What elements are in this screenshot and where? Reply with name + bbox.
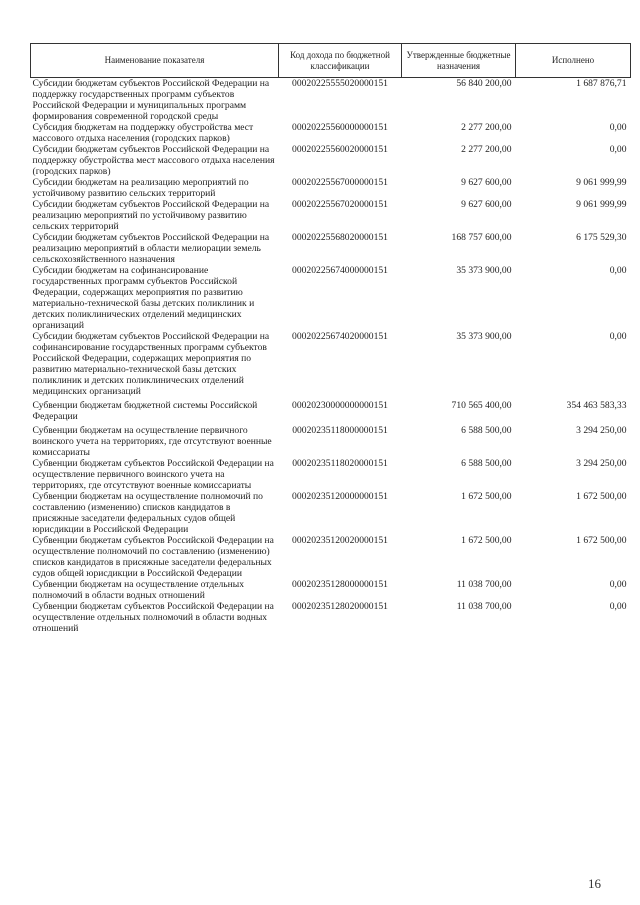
row-approved: 56 840 200,00	[456, 78, 512, 89]
row-approved: 2 277 200,00	[461, 144, 512, 155]
row-approved: 1 672 500,00	[461, 535, 512, 546]
row-name: Субсидии бюджетам субъектов Российской Федерации на софинансирование государственных программ субъектов Российской Федерации, содержащих мероприятия по развитию материально-технической базы детских поликлиник и детских поликлинических отделений медицинских организаций	[32, 331, 270, 397]
row-approved: 6 588 500,00	[461, 425, 512, 436]
row-executed: 1 672 500,00	[576, 535, 627, 546]
header-code: Код дохода по бюджетной классификации	[279, 44, 402, 78]
row-name: Субвенции бюджетам субъектов Российской Федерации на осуществление полномочий по составлению (изменению) списков кандидатов в присяжные заседатели федеральных судов общей юрисдикции в Российской Федерации	[32, 535, 274, 579]
row-approved: 9 627 600,00	[461, 199, 512, 210]
row-approved: 2 277 200,00	[461, 122, 512, 133]
row-approved: 9 627 600,00	[461, 177, 512, 188]
row-approved: 6 588 500,00	[461, 458, 512, 469]
header-executed: Исполнено	[516, 44, 631, 78]
row-executed: 6 175 529,30	[576, 232, 627, 243]
table-row	[31, 144, 631, 177]
table-row	[31, 491, 631, 535]
header-approved: Утвержденные бюджетные назначения	[402, 44, 516, 78]
row-executed: 0,00	[609, 601, 627, 612]
row-executed: 0,00	[609, 331, 627, 342]
row-executed: 0,00	[609, 144, 627, 155]
table-row	[31, 535, 631, 579]
row-executed: 3 294 250,00	[576, 425, 627, 436]
table-body	[31, 78, 631, 635]
row-code: 00020225567000000151	[292, 177, 388, 188]
row-name: Субсидии бюджетам на софинансирование государственных программ субъектов Российской Федерации, содержащих мероприятия по развитию материально-технической базы детских поликлиник и детских поликлинических отделений медицинских организаций	[32, 265, 255, 331]
table-row	[31, 400, 631, 425]
row-code: 00020225567020000151	[292, 199, 388, 210]
row-code: 00020235118020000151	[292, 458, 388, 469]
row-name: Субсидии бюджетам субъектов Российской Федерации на поддержку обустройства мест массового отдыха населения (городских парков)	[32, 144, 275, 177]
row-code: 00020225674020000151	[292, 331, 388, 342]
table-row	[31, 122, 631, 144]
row-code: 00020225568020000151	[292, 232, 388, 243]
table-row	[31, 78, 631, 123]
row-approved: 710 565 400,00	[451, 400, 512, 411]
row-code: 00020225555020000151	[292, 78, 388, 89]
row-executed: 0,00	[609, 579, 627, 590]
header-name: Наименование показателя	[31, 44, 279, 78]
row-code: 00020225674000000151	[292, 265, 388, 276]
row-code: 00020225560000000151	[292, 122, 388, 133]
row-code: 00020235118000000151	[292, 425, 388, 436]
table-row	[31, 199, 631, 232]
table-row	[31, 177, 631, 199]
row-name: Субвенции бюджетам субъектов Российской Федерации на осуществление отдельных полномочий в области водных отношений	[32, 601, 274, 634]
row-executed: 9 061 999,99	[576, 177, 627, 188]
header-row	[31, 44, 631, 78]
row-code: 00020235120000000151	[292, 491, 388, 502]
row-code: 00020235120020000151	[292, 535, 388, 546]
table-row	[31, 331, 631, 400]
row-code: 00020230000000000151	[292, 400, 388, 411]
table-header	[31, 44, 631, 78]
row-name: Субвенции бюджетам на осуществление отдельных полномочий в области водных отношений	[32, 579, 244, 601]
row-approved: 35 373 900,00	[456, 265, 512, 276]
table-row	[31, 458, 631, 491]
row-executed: 1 687 876,71	[576, 78, 627, 89]
row-name: Субвенции бюджетам субъектов Российской Федерации на осуществление первичного воинского учета на территориях, где отсутствуют военные комиссариаты	[32, 458, 274, 491]
row-executed: 354 463 583,33	[566, 400, 627, 411]
budget-table	[30, 43, 631, 634]
table-row	[31, 232, 631, 265]
page-number: 16	[588, 876, 601, 891]
row-name: Субвенции бюджетам на осуществление первичного воинского учета на территориях, где отсутствуют военные комиссариаты	[32, 425, 272, 458]
table-row	[31, 601, 631, 634]
row-name: Субсидии бюджетам субъектов Российской Федерации на реализацию мероприятий по устойчивому развитию сельских территорий	[32, 199, 270, 232]
row-name: Субвенции бюджетам на осуществление полномочий по составлению (изменению) списков кандидатов в присяжные заседатели федеральных судов общей юрисдикции в Российской Федерации	[32, 491, 263, 535]
row-executed: 1 672 500,00	[576, 491, 627, 502]
row-approved: 1 672 500,00	[461, 491, 512, 502]
row-approved: 11 038 700,00	[456, 601, 512, 612]
row-approved: 11 038 700,00	[456, 579, 512, 590]
row-executed: 0,00	[609, 122, 627, 133]
table-row	[31, 425, 631, 458]
row-code: 00020225560020000151	[292, 144, 388, 155]
row-executed: 9 061 999,99	[576, 199, 627, 210]
table-row	[31, 265, 631, 331]
row-executed: 3 294 250,00	[576, 458, 627, 469]
row-executed: 0,00	[609, 265, 627, 276]
row-name: Субсидия бюджетам на поддержку обустройства мест массового отдыха населения (городских парков)	[32, 122, 254, 144]
table-row	[31, 579, 631, 601]
row-code: 00020235128020000151	[292, 601, 388, 612]
row-code: 00020235128000000151	[292, 579, 388, 590]
row-name: Субсидии бюджетам субъектов Российской Федерации на поддержку государственных программ субъектов Российской Федерации и муниципальных программ формирования современной городской среды	[32, 78, 270, 122]
row-name: Субвенции бюджетам бюджетной системы Российской Федерации	[32, 400, 258, 422]
row-approved: 168 757 600,00	[451, 232, 512, 243]
row-name: Субсидии бюджетам субъектов Российской Федерации на реализацию мероприятий в области мелиорации земель сельскохозяйственного назначения	[32, 232, 270, 265]
row-approved: 35 373 900,00	[456, 331, 512, 342]
row-name: Субсидии бюджетам на реализацию мероприятий по устойчивому развитию сельских территорий	[32, 177, 249, 199]
